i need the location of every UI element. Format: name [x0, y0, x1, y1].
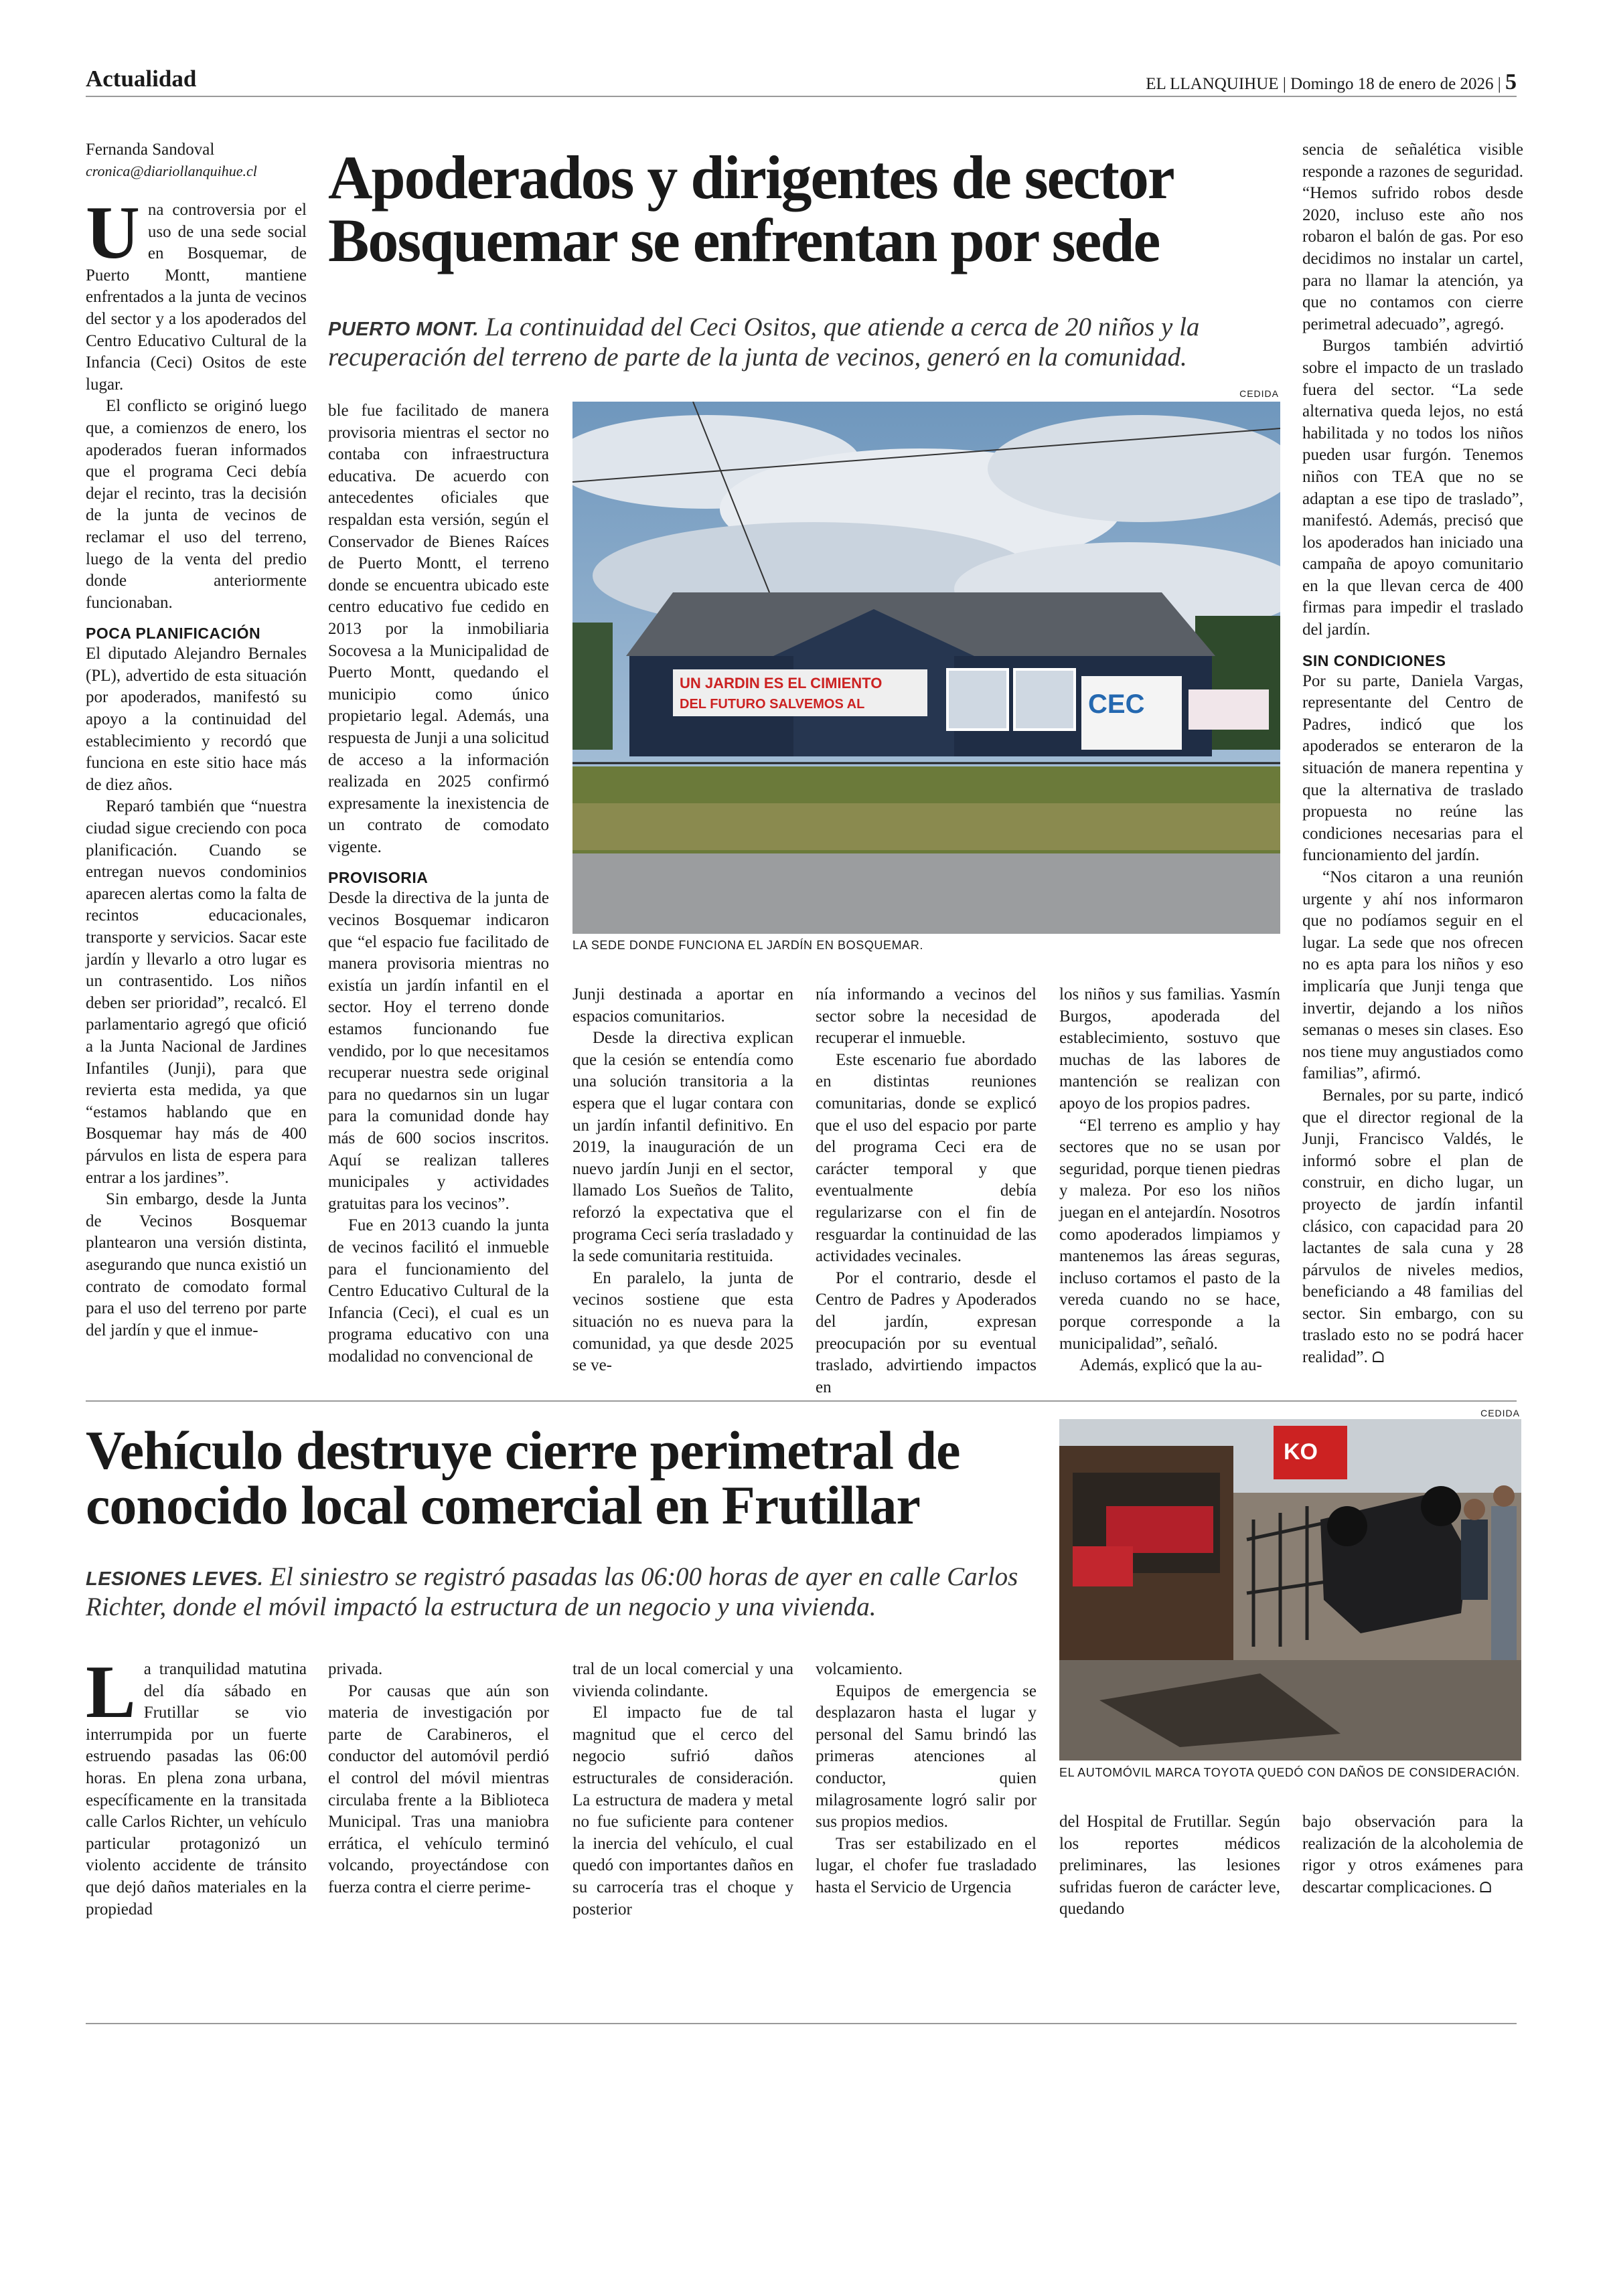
- author-email[interactable]: cronica@diariollanquihue.cl: [86, 163, 257, 179]
- article2-column-3: [572, 1659, 793, 1920]
- paragraph: Por su parte, Daniela Vargas, representante del Centro de Padres, indicó que los apoderados se enteraron de la situación de manera repentina y que la alternativa de traslado propuesta no reúne las condiciones necesarias para el funcionamiento del jardín.: [1302, 671, 1523, 865]
- dropcap: L: [86, 1651, 136, 1734]
- banner-text: DEL FUTURO SALVEMOS AL: [680, 697, 865, 712]
- newspaper-name: EL LLANQUIHUE: [1146, 75, 1279, 93]
- header-rule: [86, 96, 1517, 97]
- article2-deck: [86, 1563, 1037, 1621]
- section-label: Actualidad: [86, 66, 197, 92]
- article1-deck: [328, 313, 1279, 372]
- paragraph: na controversia por el uso de una sede social en Bosquemar, de Puerto Montt, mantiene enfrentados a la junta de vecinos del sector y a los apoderados del Centro Educativo Cultural de la Infancia (Ceci) Ositos de este lugar.: [86, 201, 307, 394]
- subheading: SIN CONDICIONES: [1302, 651, 1446, 669]
- article1-column-5: [1059, 984, 1280, 1377]
- photo1-credit: CEDIDA: [1239, 388, 1279, 399]
- article2-kicker: LESIONES LEVES.: [86, 1568, 264, 1590]
- paragraph: Desde la directiva explican que la cesión se entendía como una solución transitoria a la espera que el lugar contara con un jardín infantil definitivo. En 2019, la inauguración de un nuevo jardín Junji en el sector, llamado Los Sueños de Talito, reforzó la expectativa que el programa Ceci sería trasladado y la sede comunitaria restituida.: [572, 1029, 793, 1266]
- paragraph: El impacto fue de tal magnitud que el cerco del negocio sufrió daños estructurales de consideración. La estructura de madera y metal no fue suficiente para contener la inercia del vehículo, el cual quedó con importantes daños en su carrocería tras el choque y posterior: [572, 1704, 793, 1918]
- article-divider: [86, 1400, 1517, 1402]
- headline-line: Vehículo destruye cierre perimetral de: [86, 1420, 960, 1481]
- photo-kindergarten-illustration: [572, 402, 1280, 934]
- article1-column-4: [816, 984, 1037, 1398]
- paragraph: Bernales, por su parte, indicó que el director regional de la Junji, Francisco Valdés, le informó sobre el plan de construir, en dicho lugar, un proyecto de jardín infantil clásico, con capacidad para 20 lactantes de sala cuna y 28 párvulos de niveles medios, beneficiando a 48 familias del sector. Sin embargo, con su traslado esto no se podrá hacer realidad”.: [1302, 1086, 1523, 1367]
- paragraph: tral de un local comercial y una vivienda colindante.: [572, 1660, 793, 1700]
- banner-cec-text: CEC: [1088, 689, 1145, 719]
- article1-column-1: [86, 191, 307, 1341]
- deck-text: El siniestro se registró pasadas las 06:00 horas de ayer en calle Carlos Richter, donde el móvil impactó la estructura de un negocio y una vivienda.: [86, 1562, 1018, 1621]
- footer-rule: [86, 2023, 1517, 2024]
- paragraph: Burgos también advirtió sobre el impacto de un traslado fuera del sector. “La sede alternativa queda lejos, no está habilitada y no todos los niños pueden usar furgón. Tenemos niños con TEA que no se adaptan a ese tipo de traslado”, manifestó. Además, precisó que los apoderados han iniciado una campaña de apoyo comunitario en la que llevan cerca de 400 firmas para impedir el traslado del jardín.: [1302, 337, 1523, 639]
- photo2-credit: CEDIDA: [1480, 1408, 1520, 1418]
- article2-column-1: [86, 1651, 307, 1920]
- paragraph: Equipos de emergencia se desplazaron hasta el lugar y personal del Samu brindó las primeras atenciones al conductor, quien milagrosamente logró salir por sus propios medios.: [816, 1682, 1037, 1831]
- paragraph: del Hospital de Frutillar. Según los reportes médicos preliminares, las lesiones sufridas fueron de carácter leve, quedando: [1059, 1813, 1280, 1918]
- paragraph: ble fue facilitado de manera provisoria mientras el sector no contaba con infraestructura educativa. De acuerdo con antecedentes oficiales que respaldan esta versión, según el Conservador de Bienes Raíces de Puerto Montt, el terreno donde se encuentra ubicado este centro educativo fue cedido en 2013 por la inmobiliaria Socovesa a la Municipalidad de Puerto Montt, quedando el municipio como único propietario legal. Además, una respuesta de Junji a una solicitud de acceso a la información realizada en 2025 confirmó expresamente la inexistencia de un contrato de comodato vigente.: [328, 402, 549, 856]
- paragraph: volcamiento.: [816, 1660, 903, 1678]
- headline-line: Apoderados y dirigentes de sector: [328, 143, 1174, 212]
- page-header-info: EL LLANQUIHUE | Domingo 18 de enero de 2026 | 5: [1146, 70, 1517, 94]
- author-name: Fernanda Sandoval: [86, 141, 215, 159]
- paragraph: Reparó también que “nuestra ciudad sigue creciendo con poca planificación. Cuando se entregan nuevos condominios aparecen alertas como la falta de recintos educacionales, transporte y servicios. Sacar este jardín y llevarlo a otro lugar es un contrasentido. Los niños deben ser prioridad”, recalcó. El parlamentario agregó que ofició a la Junta Nacional de Jardines Infantiles (Junji), para que revierta esta medida, ya que “estamos hablando que en Bosquemar hay más de 400 párvulos en lista de espera para entrar a los jardines”.: [86, 797, 307, 1187]
- subheading: POCA PLANIFICACIÓN: [86, 625, 261, 643]
- paragraph: sencia de señalética visible responde a razones de seguridad. “Hemos sufrido robos desde 2020, incluso este año nos robaron el balón de gas. Por eso decidimos no instalar un cartel, para no llamar la atención, ya que no contamos con cierre perimetral adecuado”, agregó.: [1302, 141, 1523, 333]
- paragraph: Fue en 2013 cuando la junta de vecinos facilitó el inmueble para el funcionamiento del Centro Educativo Cultural de la Infancia (Ceci), el cual es un programa educativo con una modalidad no convencional de: [328, 1216, 549, 1366]
- paragraph: privada.: [328, 1660, 383, 1678]
- paragraph: Tras ser estabilizado en el lugar, el chofer fue trasladado hasta el Servicio de Urgencia: [816, 1834, 1037, 1896]
- photo-kindergarten-building: [572, 402, 1280, 934]
- article1-headline: [328, 143, 1312, 274]
- photo1-caption: LA SEDE DONDE FUNCIONA EL JARDÍN EN BOSQUEMAR.: [572, 938, 924, 952]
- article1-column-2: [328, 400, 549, 1368]
- paragraph: Además, explicó que la au-: [1079, 1356, 1262, 1375]
- end-mark-icon: ᗝ: [1372, 1349, 1385, 1366]
- article2-column-5: [1059, 1811, 1280, 1920]
- page-number: 5: [1505, 70, 1517, 94]
- article2-column-2: [328, 1659, 549, 1899]
- article2-headline: [86, 1420, 1037, 1536]
- article2-column-6: [1302, 1811, 1523, 1898]
- deck-text: La continuidad del Ceci Ositos, que atiende a cerca de 20 niños y la recuperación del terreno de parte de la junta de vecinos, generó en la comunidad.: [328, 313, 1200, 372]
- paragraph: Junji destinada a aportar en espacios comunitarios.: [572, 985, 793, 1026]
- paragraph: “El terreno es amplio y hay sectores que no se usan por seguridad, porque tienen piedras y maleza. Por eso los niños juegan en el antejardín. Nosotros como apoderados limpiamos y mantenemos las áreas seguras, incluso cortamos el pasto de la vereda cuando no se hace, porque corresponde a la municipalidad”, señaló.: [1059, 1116, 1280, 1353]
- paragraph: El diputado Alejandro Bernales (PL), advertido de esta situación por apoderados, manifestó su apoyo a la continuidad del establecimiento y recordó que funciona en este sitio hace más de diez años.: [86, 645, 307, 794]
- subheading: PROVISORIA: [328, 869, 429, 887]
- headline-line: Bosquemar se enfrentan por sede: [328, 206, 1160, 274]
- paragraph: Sin embargo, desde la Junta de Vecinos Bosquemar plantearon una versión distinta, asegurando que nunca existió un contrato de comodato formal para el uso del terreno por parte del jardín y que el inmue-: [86, 1190, 307, 1339]
- paragraph: “Nos citaron a una reunión urgente y ahí nos informaron que no podíamos seguir en el lugar. La sede que nos ofrecen no es apta para los niños y eso implicaría que Junji tenga que invertir, dejando a los niños semanas o meses sin clases. Eso nos tiene muy angustiados como familias”, afirmó.: [1302, 868, 1523, 1083]
- article1-kicker: PUERTO MONT.: [328, 319, 479, 340]
- paragraph: Desde la directiva de la junta de vecinos Bosquemar indicaron que “el espacio fue facilitado de manera provisoria mientras no existía un jardín infantil en el sector. Hoy el terreno donde estamos funcionando fue vendido, por lo que necesitamos recuperar nuestra sede original para no quedarnos sin un lugar para la comunidad donde hay más de 600 socios inscritos. Aquí se realizan talleres municipales y actividades gratuitas para los vecinos”.: [328, 889, 549, 1213]
- store-sign-text: KO: [1284, 1439, 1318, 1465]
- paragraph: El conflicto se originó luego que, a comienzos de enero, los apoderados fueran informados que el programa Ceci debía dejar el recinto, tras la decisión de la junta de vecinos de reclamar el uso del terreno, luego de la venta del predio donde anteriormente funcionaban.: [86, 397, 307, 612]
- paragraph: En paralelo, la junta de vecinos sostiene que esta situación no es nueva para la comunidad, ya que desde 2025 se ve-: [572, 1268, 793, 1375]
- photo-accident-illustration: [1059, 1419, 1521, 1760]
- headline-line: conocido local comercial en Frutillar: [86, 1475, 920, 1536]
- end-mark-icon: ᗝ: [1479, 1878, 1492, 1896]
- banner-text: UN JARDIN ES EL CIMIENTO: [680, 675, 883, 691]
- photo2-caption: EL AUTOMÓVIL MARCA TOYOTA QUEDÓ CON DAÑOS DE CONSIDERACIÓN.: [1059, 1766, 1520, 1779]
- paragraph: los niños y sus familias. Yasmín Burgos, apoderada del establecimiento, sostuvo que muchas de las labores de mantención se realizan con apoyo de los propios padres.: [1059, 985, 1280, 1113]
- byline: [86, 139, 313, 182]
- paragraph: bajo observación para la realización de la alcoholemia de rigor y otros exámenes para descartar complicaciones.: [1302, 1813, 1523, 1896]
- article1-column-6: [1302, 139, 1523, 1369]
- article1-column-3: [572, 984, 793, 1377]
- dropcap: U: [86, 191, 140, 274]
- photo-overturned-car: [1059, 1419, 1521, 1760]
- paragraph: a tranquilidad matutina del día sábado en Frutillar se vio interrumpida por un fuerte estruendo pasadas las 06:00 horas. En plena zona urbana, específicamente en la transitada calle Carlos Richter, un vehículo particular protagonizó un violento accidente de tránsito que dejó daños materiales en la propiedad: [86, 1660, 307, 1918]
- paragraph: Este escenario fue abordado en distintas reuniones comunitarias, donde se explicó que el uso del espacio por parte del programa Ceci era de carácter temporal y que eventualmente debía regularizarse con el fin de resguardar la continuidad de las actividades vecinales.: [816, 1050, 1037, 1266]
- paragraph: nía informando a vecinos del sector sobre la necesidad de recuperar el inmueble.: [816, 985, 1037, 1048]
- article2-column-4: [816, 1659, 1037, 1899]
- paragraph: Por el contrario, desde el Centro de Padres y Apoderados del jardín, expresan preocupación por su eventual traslado, advirtiendo impactos en: [816, 1268, 1037, 1396]
- issue-date: Domingo 18 de enero de 2026: [1290, 75, 1494, 93]
- paragraph: Por causas que aún son materia de investigación por parte de Carabineros, el conductor del automóvil perdió el control del móvil mientras circulaba frente a la Biblioteca Municipal. Tras una maniobra errática, el vehículo terminó volcando, proyectándose con fuerza contra el cierre perime-: [328, 1682, 549, 1896]
